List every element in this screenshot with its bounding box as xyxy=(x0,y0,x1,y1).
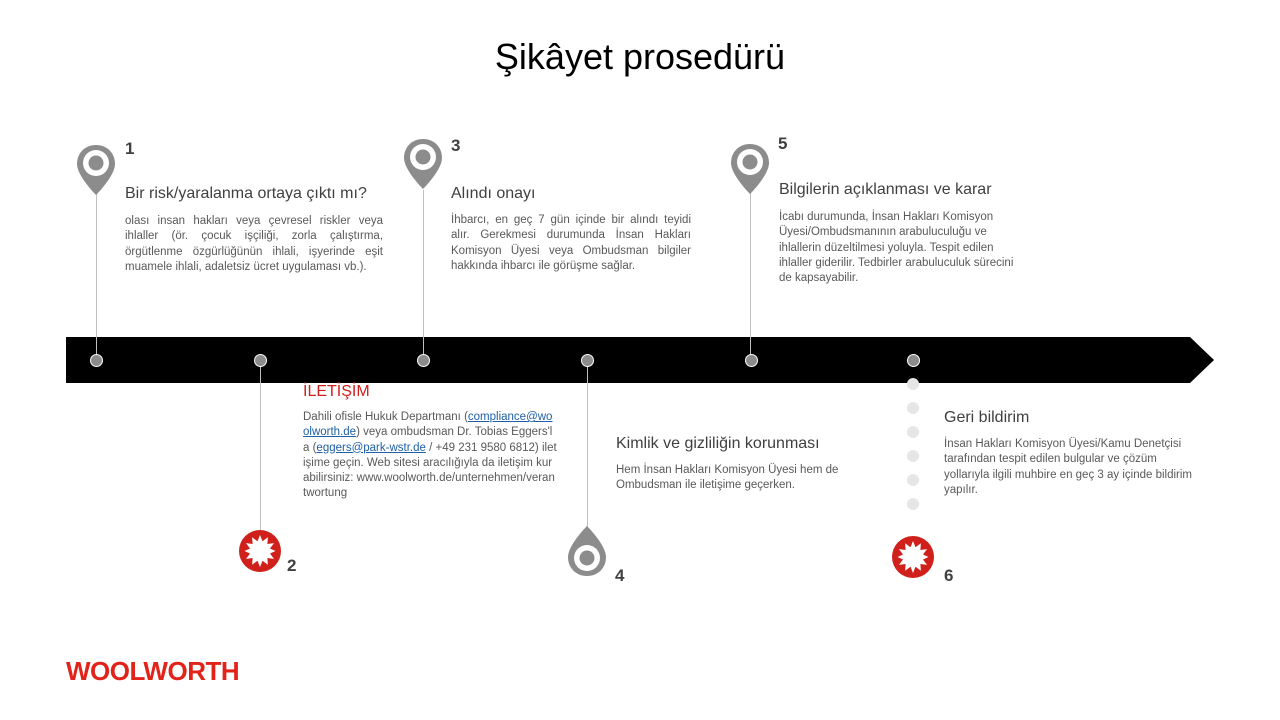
timeline-dot-5 xyxy=(745,354,758,367)
step-body-6: İnsan Hakları Komisyon Üyesi/Kamu Denetçisi tarafından tespit edilen bulgular ve çözüm yollarıyla ilgili muhbire en geç 3 ay içinde bildirim yapılır. xyxy=(944,438,1192,496)
woolworth-logo: WOOLWORTH xyxy=(66,656,240,686)
dotted-connector-dot xyxy=(907,498,919,510)
timeline-dot-1 xyxy=(90,354,103,367)
step-heading-1: Bir risk/yaralanma ortaya çıktı mı? xyxy=(125,185,367,202)
connector-line-1 xyxy=(96,192,97,360)
connector-line-3 xyxy=(423,190,424,360)
timeline-dot-6 xyxy=(907,354,920,367)
map-pin-icon xyxy=(729,142,771,196)
contact-text: Dahili ofisle Hukuk Departmanı ( xyxy=(303,411,468,423)
step-heading-3: Alındı onayı xyxy=(451,185,536,202)
page-title: Şikâyet prosedürü xyxy=(494,36,786,77)
step-number-2: 2 xyxy=(287,556,297,575)
starburst-badge-icon xyxy=(891,535,935,579)
contact-text: ) veya ombudsman Dr. Tobias Eggers'la ( xyxy=(303,426,553,454)
step-heading-5: Bilgilerin açıklanması ve karar xyxy=(779,181,992,198)
connector-line-5 xyxy=(750,192,751,360)
timeline-dot-3 xyxy=(417,354,430,367)
compliance-email-link[interactable]: compliance@woolworth.de xyxy=(303,411,553,439)
step-body-1: olası insan hakları veya çevresel riskler veya ihlaller (ör. çocuk işçiliği, zorla çalıştırma, örgütlenme özgürlüğünün ihlali, işyerinde eşit muamele ihlali, adaletsiz ücret uygulaması vb.). xyxy=(125,215,383,273)
step-number-5: 5 xyxy=(778,134,788,153)
step-number-4: 4 xyxy=(615,566,625,585)
contact-text: / +49 231 9580 6812) iletişime geçin. Web sitesi aracılığıyla da iletişim kurabilirsiniz: www.woolworth.de/unternehmen/verantwortung xyxy=(303,441,557,500)
step-heading-4: Kimlik ve gizliliğin korunması xyxy=(616,435,820,452)
connector-line-4 xyxy=(587,360,588,530)
ombudsman-email-link[interactable]: eggers@park-wstr.de xyxy=(316,441,426,454)
timeline-dot-4 xyxy=(581,354,594,367)
step-number-1: 1 xyxy=(125,139,135,158)
step-number-3: 3 xyxy=(451,136,461,155)
step-body-2 xyxy=(303,410,557,502)
step-heading-2: İLETİŞİM xyxy=(303,383,370,400)
step-heading-6: Geri bildirim xyxy=(944,409,1030,426)
dotted-connector-dot xyxy=(907,378,919,390)
step-body-5: İcabı durumunda, İnsan Hakları Komisyon Üyesi/Ombudsmanının arabuluculuğu ve ihlallerin düzeltilmesi yoluyla. Tespit edilen ihlaller giderilir. Tedbirler arabuluculuk sürecini de kapsayabilir. xyxy=(779,211,1014,285)
step-body-3: İhbarcı, en geç 7 gün içinde bir alındı teyidi alır. Gerekmesi durumunda İnsan Hakları Komisyon Üyesi veya Ombudsman bilgiler hakkında ihbarcı ile görüşme sağlar. xyxy=(451,214,691,272)
dotted-connector-dot xyxy=(907,402,919,414)
map-pin-inverted-icon xyxy=(566,524,608,578)
dotted-connector-dot xyxy=(907,474,919,486)
map-pin-icon xyxy=(402,137,444,191)
timeline-arrow xyxy=(66,337,1216,383)
starburst-badge-icon xyxy=(238,529,282,573)
map-pin-icon xyxy=(75,143,117,197)
timeline-dot-2 xyxy=(254,354,267,367)
connector-line-2 xyxy=(260,360,261,530)
dotted-connector-dot xyxy=(907,426,919,438)
step-body-4: Hem İnsan Hakları Komisyon Üyesi hem de Ombudsman ile iletişime geçerken. xyxy=(616,464,839,492)
step-number-6: 6 xyxy=(944,566,954,585)
dotted-connector-dot xyxy=(907,450,919,462)
